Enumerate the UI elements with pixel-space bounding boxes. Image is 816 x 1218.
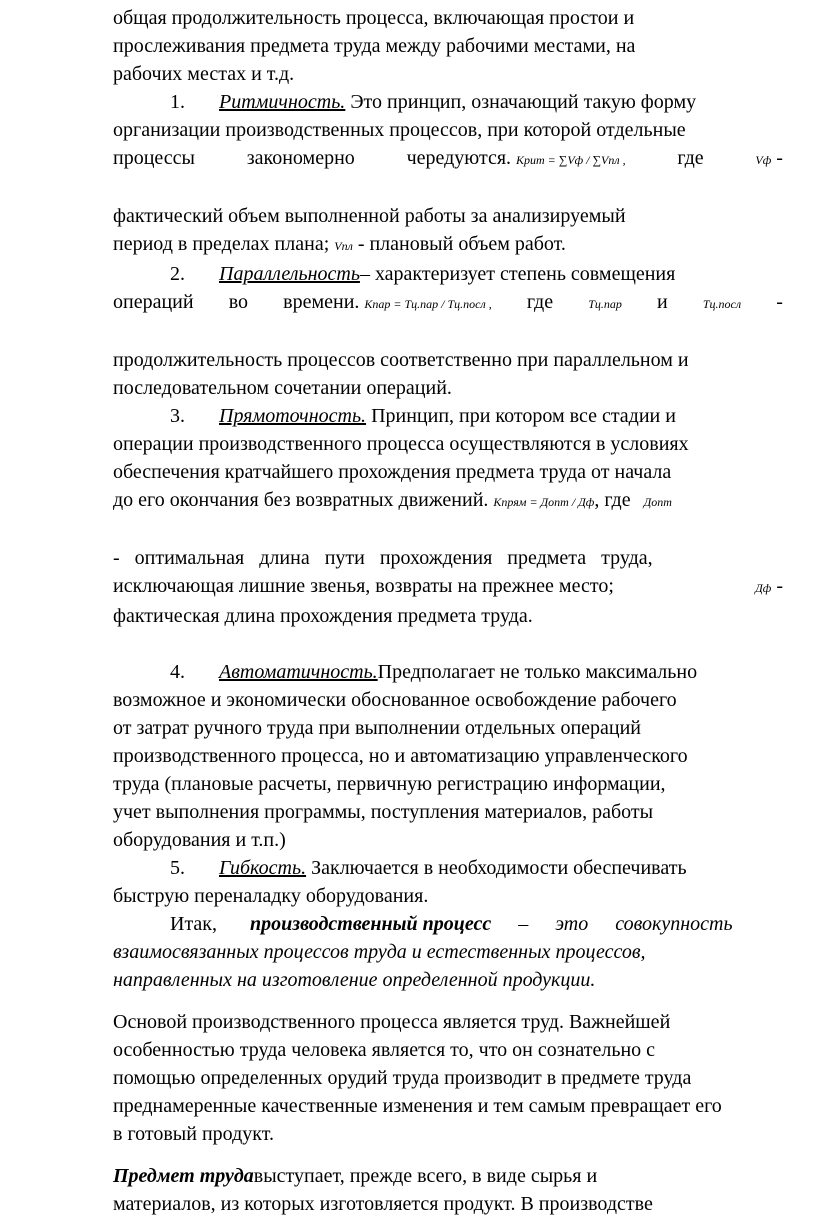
text-line: общая продолжительность процесса, включающая простои и: [113, 7, 635, 29]
bold-term: производственный процесс: [250, 913, 492, 935]
text-line: до его окончания без возвратных движений.: [113, 489, 489, 511]
item-number: 4.: [170, 661, 185, 683]
text-word: процессы: [113, 147, 195, 169]
item-number: 2.: [170, 263, 185, 285]
symbol-tc-posl: Тц.посл: [702, 297, 742, 311]
item-number: 3.: [170, 405, 185, 427]
text-line: - плановый объем работ.: [357, 233, 566, 255]
term-directflow: Прямоточность.: [219, 405, 367, 427]
bold-term: Предмет труда: [113, 1165, 254, 1187]
text-line: организации производственных процессов, при которой отдельные: [113, 119, 686, 141]
formula-parallel: Кпар = Тц.пар / Тц.посл ,: [364, 297, 492, 311]
text-line: выступает, прежде всего, в виде сырья и: [253, 1165, 598, 1187]
text-line: продолжительность процессов соответственно при параллельном и: [113, 349, 689, 371]
text-line: фактическая длина прохождения предмета труда.: [113, 605, 533, 627]
text-dash: -: [776, 147, 783, 169]
text-line: особенностью труда человека является то, что он сознательно с: [113, 1039, 656, 1061]
text-line: в готовый продукт.: [113, 1123, 274, 1145]
list-item-parallel: [113, 260, 783, 402]
paragraph-subject: [113, 1162, 783, 1218]
text-line: производственного процесса, но и автоматизацию управленческого: [113, 745, 688, 767]
text-line: – это совокупность: [491, 913, 733, 935]
text-line: фактический объем выполненной работы за анализируемый: [113, 205, 626, 227]
text-line: прослеживания предмета труда между рабочими местами, на: [113, 35, 636, 57]
list-item-rhythm: [113, 88, 783, 260]
text-line: труда (плановые расчеты, первичную регистрацию информации,: [113, 773, 666, 795]
text-line: Принцип, при котором все стадии и: [366, 405, 676, 427]
text-line: – характеризует степень совмещения: [359, 263, 676, 285]
text-line: быструю переналадку оборудования.: [113, 885, 429, 907]
text-word: где: [526, 291, 554, 313]
term-flexibility: Гибкость.: [219, 857, 307, 879]
text-line: взаимосвязанных процессов труда и естественных процессов,: [113, 941, 646, 963]
symbol-tc-par: Тц.пар: [588, 297, 622, 311]
text-line: обеспечения кратчайшего прохождения предмета труда от начала: [113, 461, 672, 483]
text-dash: -: [776, 575, 783, 597]
text-line: оборудования и т.п.): [113, 829, 286, 851]
text-line: преднамеренные качественные изменения и тем самым превращает его: [113, 1095, 722, 1117]
text-line: помощью определенных орудий труда производит в предмете труда: [113, 1067, 692, 1089]
text-word: , где: [594, 489, 631, 511]
text-word: во: [228, 291, 249, 313]
symbol-dopt: Допт: [643, 495, 672, 509]
formula-rhythm: Крит = ∑Vф / ∑Vпл ,: [516, 153, 626, 167]
text-line: направленных на изготовление определенной продукции.: [113, 969, 596, 991]
text-line: Это принцип, означающий такую форму: [345, 91, 697, 113]
text-line: рабочих местах и т.д.: [113, 63, 295, 85]
list-item-flexibility: [113, 854, 783, 910]
text-word: времени.: [283, 291, 360, 313]
text-line: учет выполнения программы, поступления материалов, работы: [113, 801, 654, 823]
text-line: от затрат ручного труда при выполнении отдельных операций: [113, 717, 642, 739]
text-word: где: [677, 147, 704, 169]
text-word: операций: [113, 291, 194, 313]
term-rhythm: Ритмичность.: [219, 91, 346, 113]
text-line: Предполагает не только максимально: [377, 661, 698, 683]
text-line: последовательном сочетании операций.: [113, 377, 452, 399]
text-line: возможное и экономически обоснованное освобождение рабочего: [113, 689, 677, 711]
paragraph-labor: [113, 1008, 783, 1148]
document-page: [113, 4, 783, 1218]
text-line: Заключается в необходимости обеспечивать: [306, 857, 687, 879]
text-word: чередуются.: [406, 147, 512, 169]
text-line: исключающая лишние звенья, возвраты на прежнее место;: [113, 575, 614, 597]
term-automation: Автоматичность.: [219, 661, 378, 683]
paragraph-intro: [113, 4, 783, 88]
text-dash: -: [776, 291, 783, 313]
text-line: материалов, из которых изготовляется продукт. В производстве: [113, 1193, 653, 1215]
text-line: Основой производственного процесса является труд. Важнейшей: [113, 1011, 671, 1033]
text-line: - оптимальная длина пути прохождения предмета труда,: [113, 547, 653, 569]
list-item-directflow: [113, 402, 783, 630]
list-item-automation: [113, 658, 783, 854]
item-number: 5.: [170, 857, 185, 879]
item-number: 1.: [170, 91, 185, 113]
text-word: и: [657, 291, 668, 313]
text-line: операции производственного процесса осуществляются в условиях: [113, 433, 689, 455]
symbol-vpl: Vпл: [334, 239, 353, 253]
text-word: Итак,: [170, 913, 218, 935]
term-parallel: Параллельность: [219, 263, 360, 285]
formula-directflow: Кпрям = Допт / Дф: [493, 495, 595, 509]
symbol-df: Дф: [755, 581, 772, 595]
paragraph-definition: [113, 910, 783, 994]
text-word: закономерно: [246, 147, 355, 169]
text-line: период в пределах плана;: [113, 233, 330, 255]
symbol-vf: Vф: [755, 153, 772, 167]
